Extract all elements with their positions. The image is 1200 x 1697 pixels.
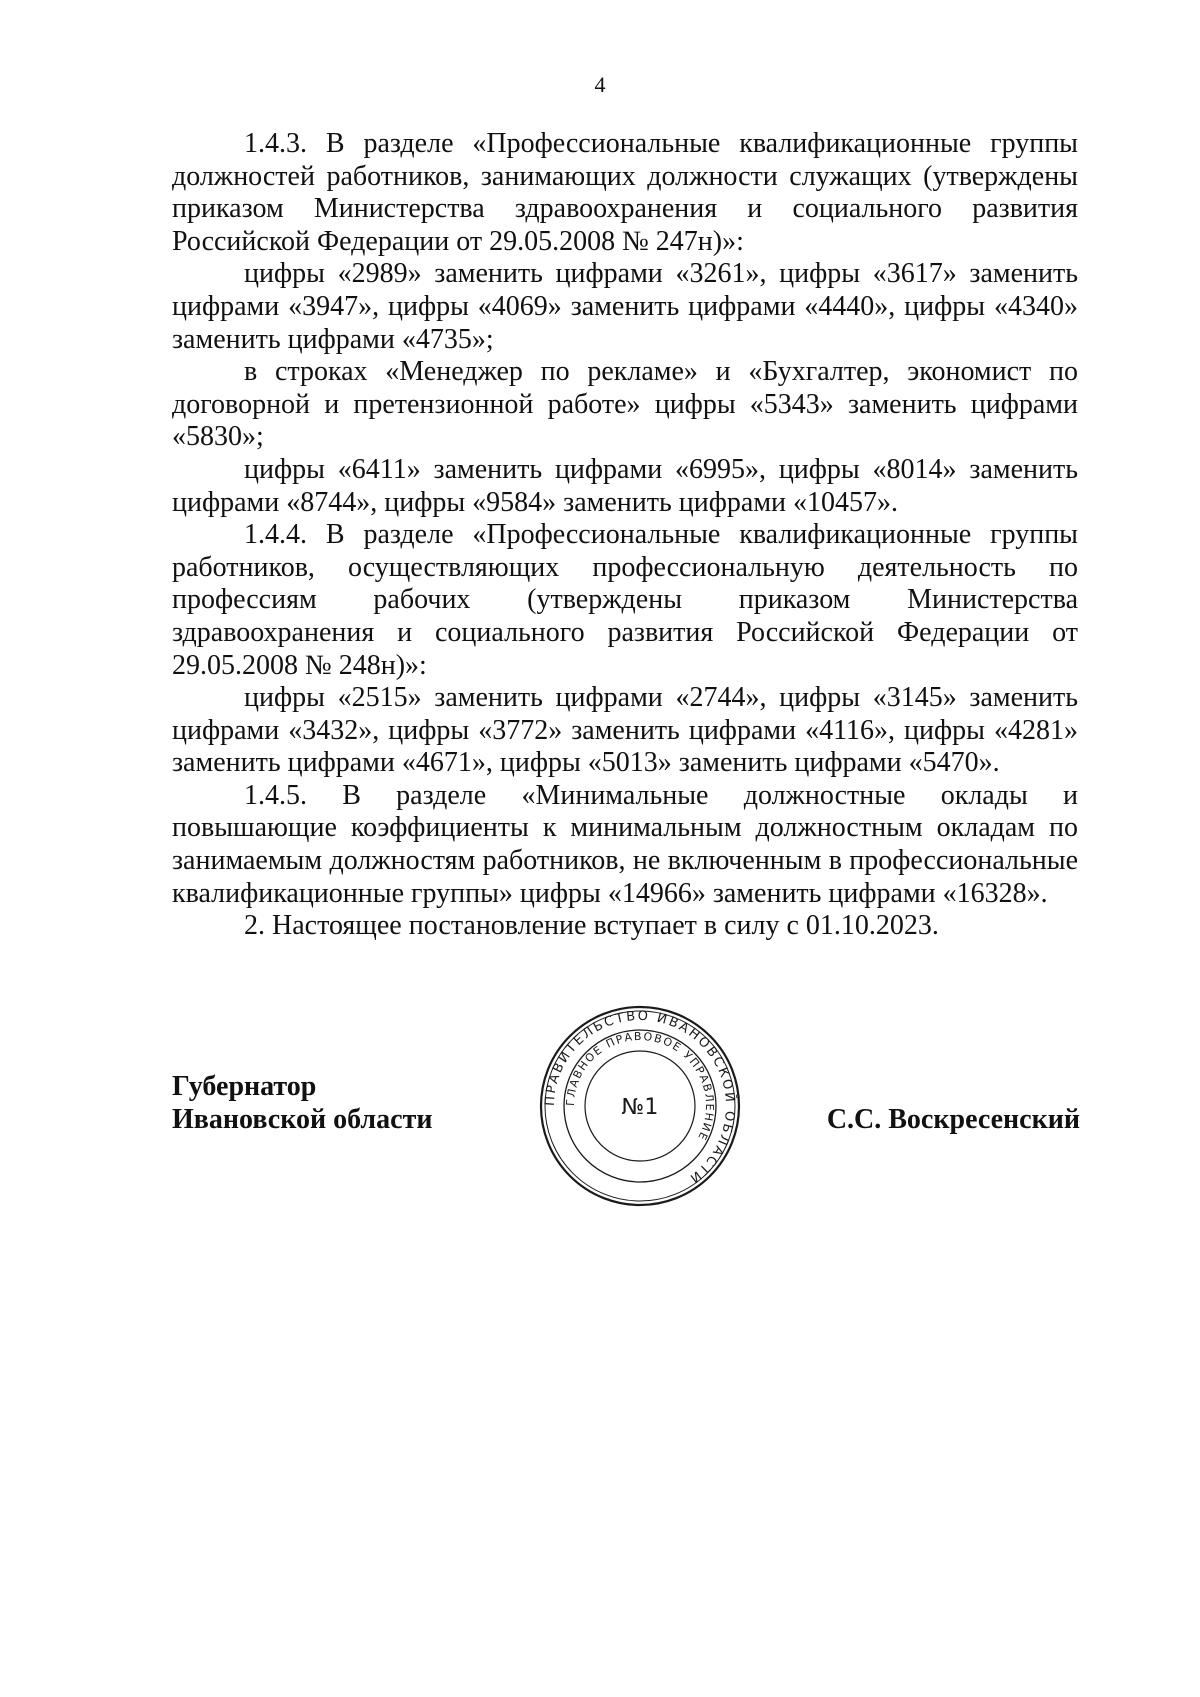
paragraph-1-4-3: 1.4.3. В разделе «Профессиональные квалификационные группы должностей работников, занимающих должности служащих (утверждены приказом Министерства здравоохранения и социального развития Российской Федерации от 29.05.2008 № 247н)»: (172, 128, 1078, 257)
signature-position (172, 1070, 432, 1136)
signature-position-line-2: Ивановской области (172, 1104, 433, 1135)
paragraph-1-4-3-rows: в строках «Менеджер по рекламе» и «Бухгалтер, экономист по договорной и претензионной работе» цифры «5343» заменить цифрами «5830»; (172, 356, 1078, 453)
paragraph-2-effective-date: 2. Настоящее постановление вступает в силу с 01.10.2023. (244, 910, 939, 942)
paragraph-1-4-5: 1.4.5. В разделе «Минимальные должностные оклады и повышающие коэффициенты к минимальным должностным окладам по занимаемым должностям работников, не включенным в профессиональные квалификационные группы» цифры «14966» заменить цифрами «16328». (172, 779, 1078, 909)
seal-inner-text: ГЛАВНОЕ ПРАВОВОЕ УПРАВЛЕНИЕ (563, 1029, 717, 1144)
official-seal-icon (537, 1003, 743, 1209)
signature-position-line-1: Губернатор (172, 1071, 317, 1102)
paragraph-1-4-3-digits: цифры «2989» заменить цифрами «3261», цифры «3617» заменить цифрами «3947», цифры «4069» заменить цифрами «4440», цифры «4340» заменить цифрами «4735»; (172, 258, 1078, 355)
paragraph-1-4-4-digits: цифры «2515» заменить цифрами «2744», цифры «3145» заменить цифрами «3432», цифры «3772» заменить цифрами «4116», цифры «4281» заменить цифрами «4671», цифры «5013» заменить цифрами «5470». (172, 682, 1078, 779)
page-number: 4 (594, 72, 606, 97)
seal-outer-text: ПРАВИТЕЛЬСТВО ИВАНОВСКОЙ ОБЛАСТИ (542, 1008, 738, 1187)
signer-name: С.С. Воскресенский (826, 1104, 1080, 1135)
paragraph-1-4-4: 1.4.4. В разделе «Профессиональные квалификационные группы работников, осуществляющих профессиональную деятельность по профессиям рабочих (утверждены приказом Министерства здравоохранения и социального развития Российской Федерации от 29.05.2008 № 248н)»: (172, 519, 1078, 681)
seal-number: №1 (621, 1095, 659, 1120)
document-body (172, 128, 1078, 943)
paragraph-1-4-3-digits-2: цифры «6411» заменить цифрами «6995», цифры «8014» заменить цифрами «8744», цифры «9584» заменить цифрами «10457». (172, 453, 1078, 518)
